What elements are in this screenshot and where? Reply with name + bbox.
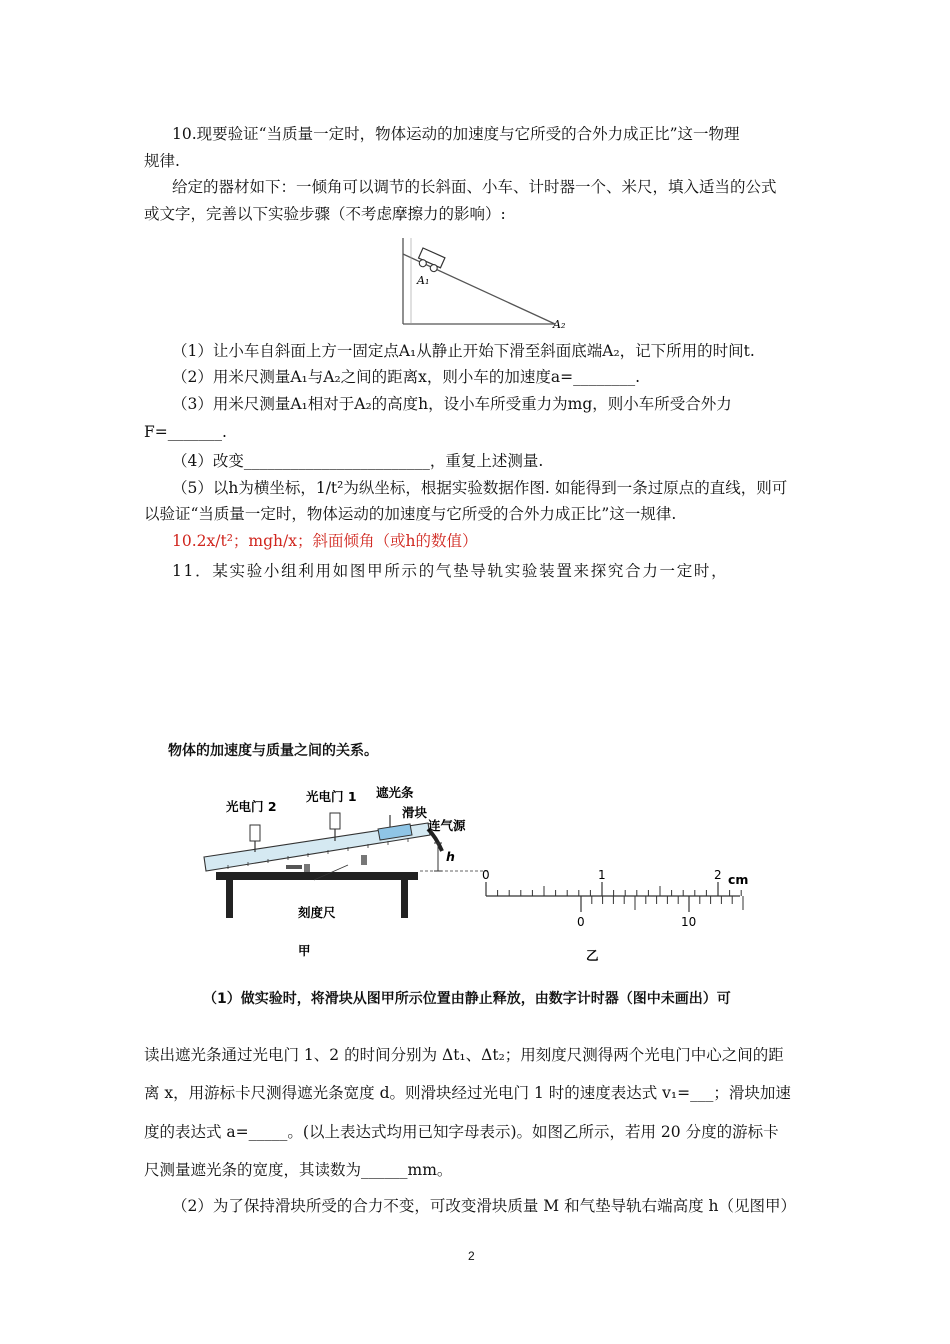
label-gate2: 光电门 2 [226, 799, 277, 814]
label-slider: 滑块 [402, 805, 428, 820]
q10-step3a: （3）用米尺测量A₁相对于A₂的高度h，设小车所受重力为mg，则小车所受合外力 [172, 395, 732, 413]
q11-part1b: 读出遮光条通过光电门 1、2 的时间分别为 Δt₁、Δt₂；用刻度尺测得两个光电门中心之间的距 [144, 1046, 784, 1064]
label-jia: 甲 [298, 943, 311, 958]
q10-step2: （2）用米尺测量A₁与A₂之间的距离x，则小车的加速度a=________. [172, 368, 641, 386]
q10-step3b: F=_______. [144, 423, 227, 441]
q11-part2: （2）为了保持滑块所受的合力不变，可改变滑块质量 M 和气垫导轨右端高度 h（见图甲） [172, 1197, 796, 1215]
label-h: h [446, 849, 455, 864]
air-track-figure [198, 785, 498, 985]
vernier-scale-10: 10 [681, 915, 697, 929]
q10-step5a: （5）以h为横坐标，1/t²为纵坐标，根据实验数据作图. 如能得到一条过原点的直线，则可 [172, 479, 788, 497]
main-scale-2: 2 [714, 868, 722, 882]
label-strip: 遮光条 [376, 785, 414, 800]
q11-part1d: 度的表达式 a=_____。(以上表达式均用已知字母表示)。如图乙所示，若用 20 分度的游标卡 [144, 1123, 779, 1141]
q10-answer: 10.2x/t²；mgh/x；斜面倾角（或h的数值） [172, 532, 478, 550]
label-yi: 乙 [586, 948, 599, 963]
q10-line1: 10.现要验证“当质量一定时，物体运动的加速度与它所受的合外力成正比”这一物理 [172, 125, 740, 143]
vernier-figure [478, 860, 758, 980]
q10-step5b: 以验证“当质量一定时，物体运动的加速度与它所受的合外力成正比”这一规律. [144, 505, 677, 523]
q11-line1: 11．某实验小组利用如图甲所示的气垫导轨实验装置来探究合力一定时， [172, 562, 729, 580]
q11-line2: 物体的加速度与质量之间的关系。 [168, 743, 378, 759]
q10-line3: 给定的器材如下：一倾角可以调节的长斜面、小车、计时器一个、米尺，填入适当的公式 [172, 178, 777, 196]
q11-part1e: 尺测量遮光条的宽度，其读数为______mm。 [144, 1161, 453, 1179]
label-gate1: 光电门 1 [306, 789, 357, 804]
main-scale-unit: cm [728, 872, 749, 887]
page-number: 2 [468, 1249, 475, 1263]
incline-label-a2: A₂ [553, 318, 566, 331]
q11-part1c: 离 x，用游标卡尺测得遮光条宽度 d。则滑块经过光电门 1 时的速度表达式 v₁=___；滑块加速 [144, 1084, 791, 1102]
q10-step1: （1）让小车自斜面上方一固定点A₁从静止开始下滑至斜面底端A₂，记下所用的时间t. [172, 342, 755, 360]
vernier-scale-0: 0 [577, 915, 585, 929]
main-scale-0: 0 [482, 868, 490, 882]
q10-step4: （4）改变________________________，重复上述测量. [172, 452, 544, 470]
label-ruler: 刻度尺 [298, 905, 336, 920]
incline-label-a1: A₁ [417, 274, 430, 287]
label-air-source: 连气源 [428, 818, 466, 833]
main-scale-1: 1 [598, 868, 606, 882]
q10-line2: 规律. [144, 152, 180, 170]
q10-line4: 或文字，完善以下实验步骤（不考虑摩擦力的影响）: [144, 205, 506, 223]
incline-figure [395, 232, 595, 342]
q11-part1a: （1）做实验时，将滑块从图甲所示位置由静止释放，由数字计时器（图中未画出）可 [203, 991, 731, 1007]
